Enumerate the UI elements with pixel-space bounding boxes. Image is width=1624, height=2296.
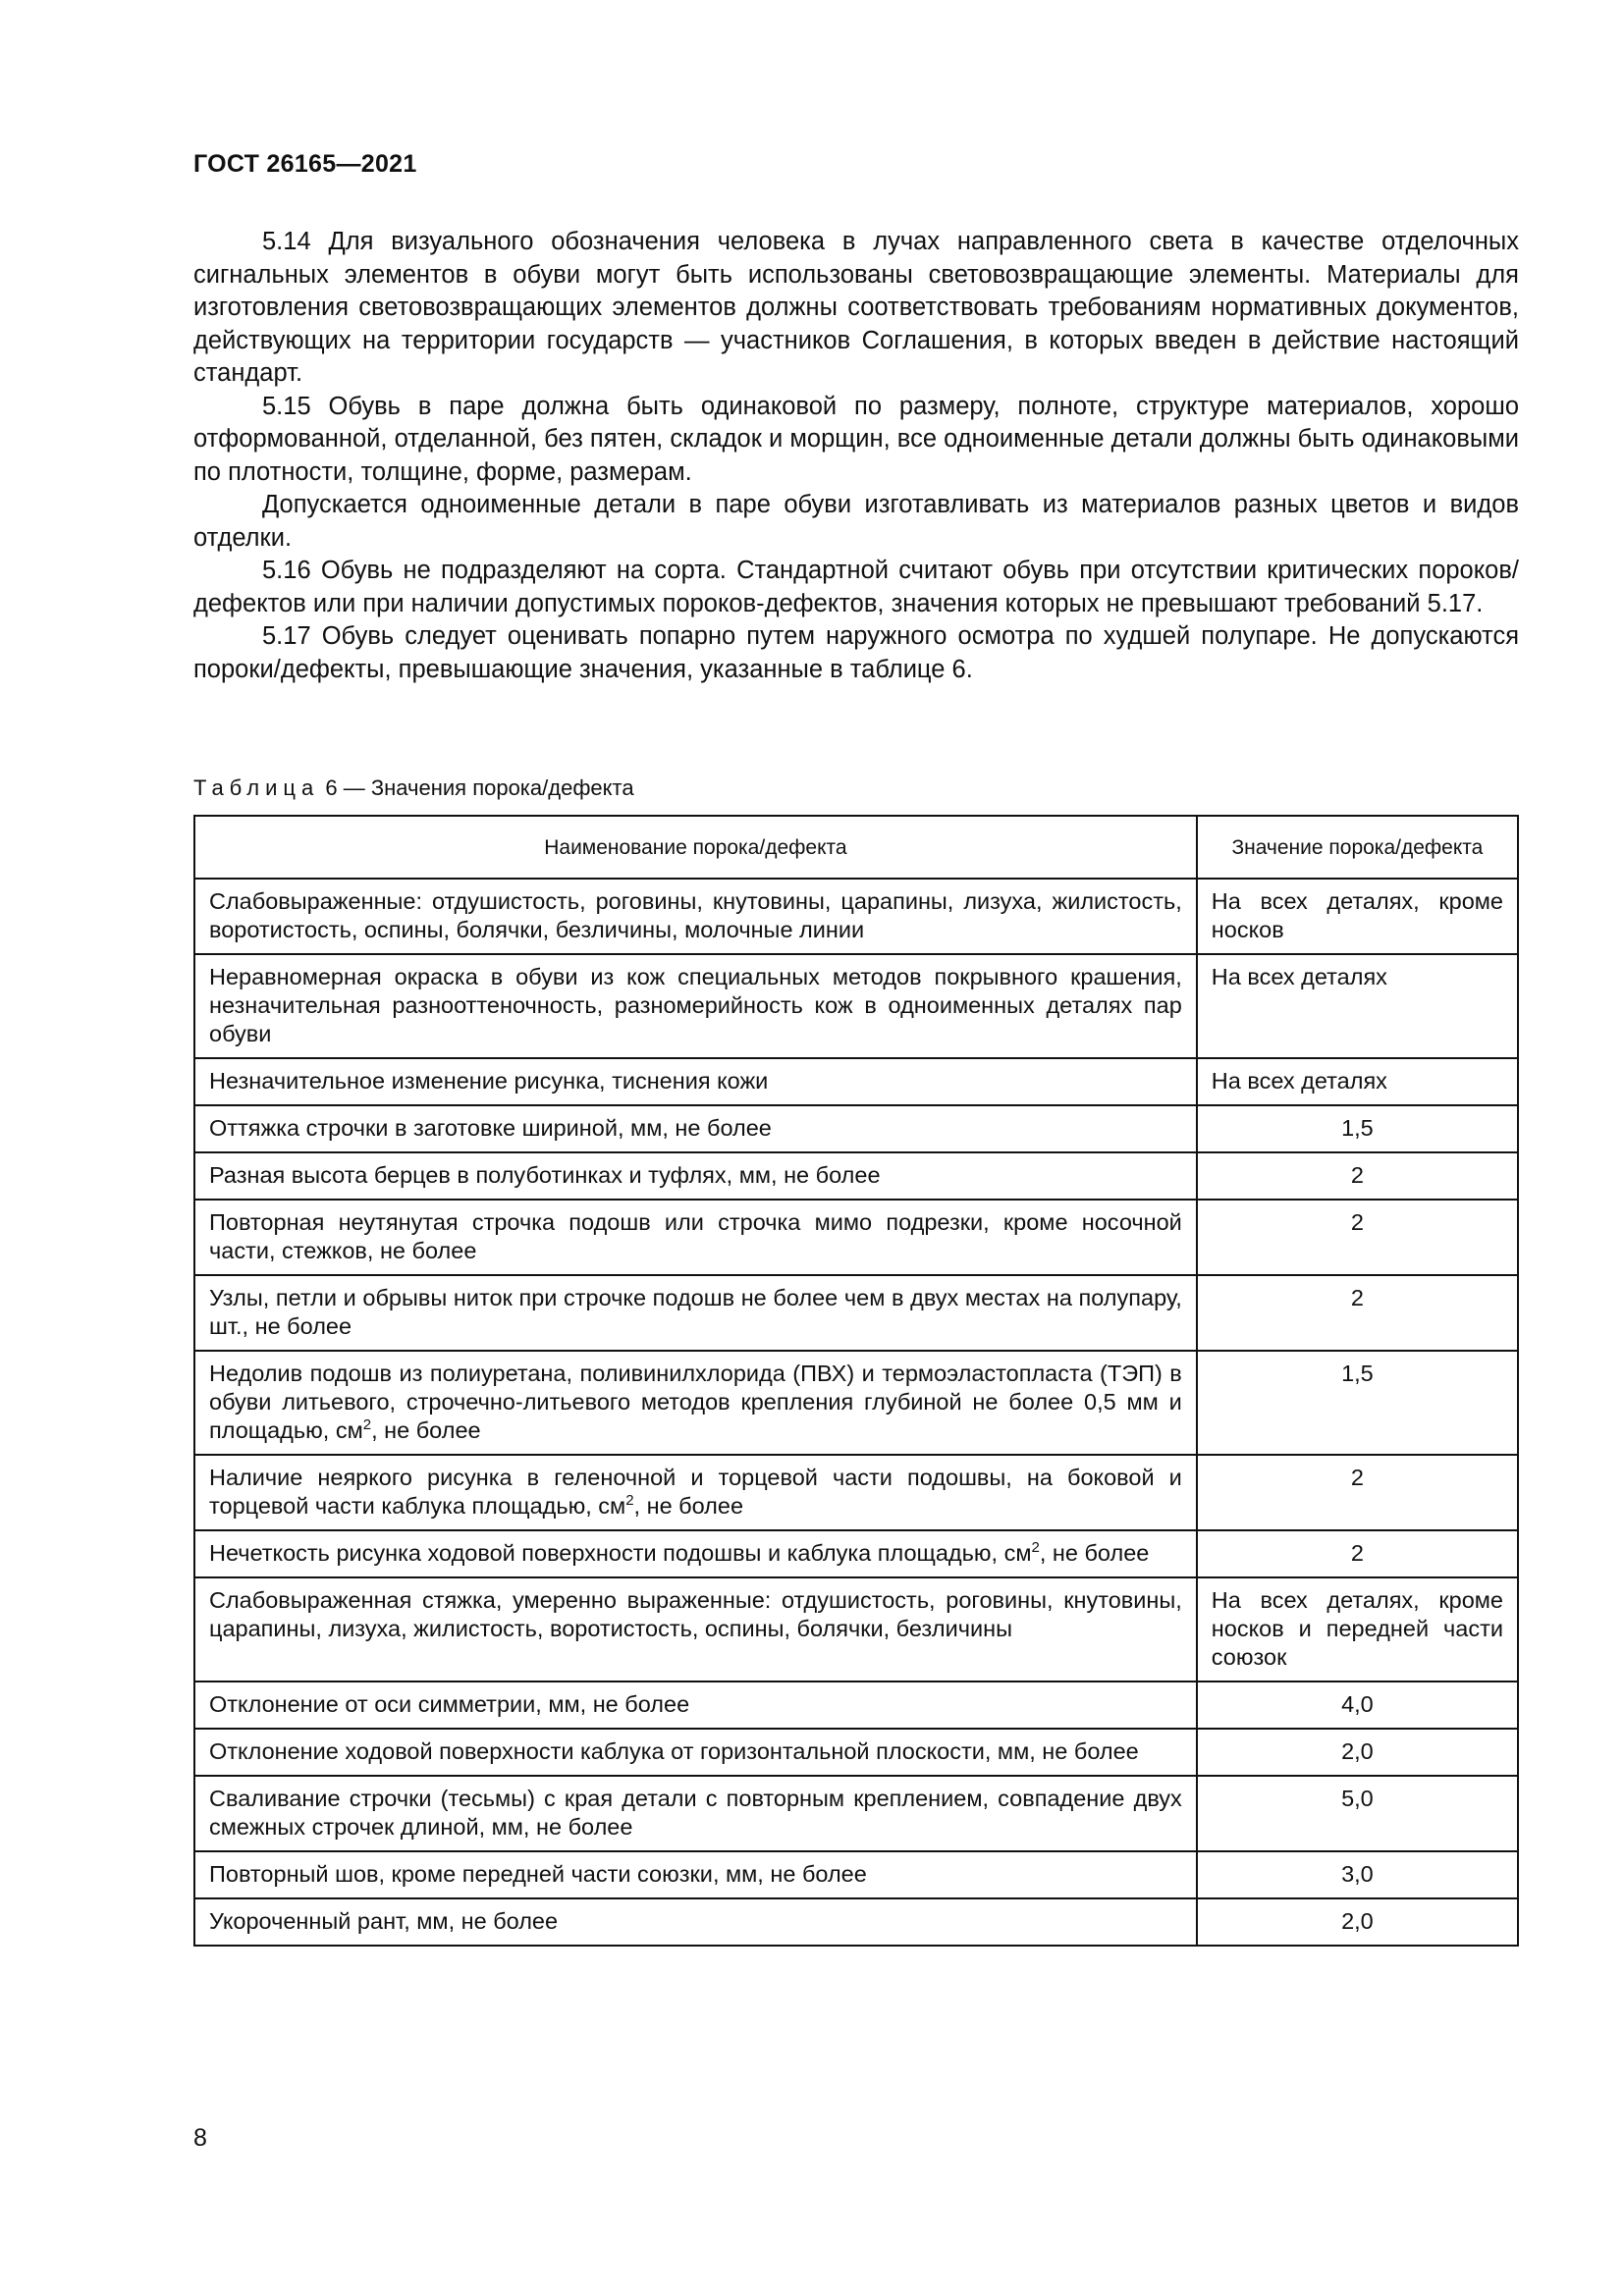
superscript: 2 [625, 1492, 634, 1510]
defect-value: 2 [1197, 1530, 1518, 1577]
defect-value: 2 [1197, 1275, 1518, 1351]
paragraph-5-14: 5.14 Для визуального обозначения человека в лучах направленного света в качестве отделочных сигнальных элементов в обуви могут быть использованы световозвращающие элементы. Материалы для изготовления световозвращающих элементов должны соответствовать требованиям нормативных документов, действующих на территории государств — участников Соглашения, в которых введен в действие настоящий стандарт. [193, 228, 1519, 387]
defect-name: Разная высота берцев в полуботинках и туфлях, мм, не более [194, 1152, 1197, 1200]
defect-name: Оттяжка строчки в заготовке шириной, мм, не более [194, 1105, 1197, 1152]
table-row [194, 1105, 1518, 1152]
defect-value: 3,0 [1197, 1851, 1518, 1898]
defect-value: На всех деталях [1197, 1058, 1518, 1105]
defect-value: 2 [1197, 1200, 1518, 1275]
defect-name-text: Нечеткость рисунка ходовой поверхности подошвы и каблука площадью, см [209, 1540, 1032, 1566]
defect-value: 1,5 [1197, 1105, 1518, 1152]
defect-name-text: Наличие неяркого рисунка в геленочной и торцевой части подошвы, на боковой и торцевой части каблука площадью, см [209, 1465, 1182, 1519]
defect-name [194, 1455, 1197, 1530]
defect-name [194, 1351, 1197, 1455]
defect-name: Слабовыраженные: отдушистость, роговины, кнутовины, царапины, лизуха, жилистость, воротистость, оспины, болячки, безличины, молочные линии [194, 879, 1197, 954]
superscript: 2 [362, 1416, 372, 1434]
defect-value: 1,5 [1197, 1351, 1518, 1455]
defect-name: Неравномерная окраска в обуви из кож специальных методов покрывного крашения, незначительная разнооттеночность, разномерийность кож в одноименных деталях пар обуви [194, 954, 1197, 1058]
defect-value: 2,0 [1197, 1898, 1518, 1946]
defect-value: 2 [1197, 1455, 1518, 1530]
body-text [193, 226, 1519, 686]
superscript: 2 [1031, 1539, 1040, 1557]
paragraph-5-15: 5.15 Обувь в паре должна быть одинаковой по размеру, полноте, структуре материалов, хорошо отформованной, отделанной, без пятен, складок и морщин, все одноименные детали должны быть одинаковыми по плотности, толщине, форме, размерам. [193, 392, 1519, 486]
table-row [194, 1200, 1518, 1275]
defect-name: Слабовыраженная стяжка, умеренно выраженные: отдушистость, роговины, кнутовины, царапины, лизуха, жилистость, воротистость, оспины, болячки, безличины [194, 1577, 1197, 1682]
table-row [194, 954, 1518, 1058]
document-code: ГОСТ 26165—2021 [193, 150, 417, 178]
table-caption [193, 775, 634, 801]
defect-value: На всех деталях, кроме носков [1197, 879, 1518, 954]
defect-value: 4,0 [1197, 1682, 1518, 1729]
table-row [194, 1152, 1518, 1200]
defect-value: 2 [1197, 1152, 1518, 1200]
defects-table [193, 815, 1519, 1947]
paragraph-5-15-note: Допускается одноименные детали в паре обуви изготавливать из материалов разных цветов и видов отделки. [193, 491, 1519, 552]
defect-name: Незначительное изменение рисунка, тиснения кожи [194, 1058, 1197, 1105]
table-row [194, 1275, 1518, 1351]
column-header-value: Значение порока/дефекта [1197, 816, 1518, 879]
table-row [194, 1729, 1518, 1776]
paragraph-5-16: 5.16 Обувь не подразделяют на сорта. Стандартной считают обувь при отсутствии критических пороков/дефектов или при наличии допустимых пороков-дефектов, значения которых не превышают требований 5.17. [193, 557, 1519, 617]
table-row [194, 1577, 1518, 1682]
defect-name-tail: , не более [1039, 1540, 1150, 1566]
table-row [194, 1351, 1518, 1455]
defect-name [194, 1530, 1197, 1577]
defect-name: Отклонение ходовой поверхности каблука от горизонтальной плоскости, мм, не более [194, 1729, 1197, 1776]
defect-name: Сваливание строчки (тесьмы) с края детали с повторным креплением, совпадение двух смежных строчек длиной, мм, не более [194, 1776, 1197, 1851]
defect-name-tail: , не более [371, 1417, 481, 1443]
column-header-name: Наименование порока/дефекта [194, 816, 1197, 879]
table-row [194, 1776, 1518, 1851]
defect-name: Повторная неутянутая строчка подошв или строчка мимо подрезки, кроме носочной части, стежков, не более [194, 1200, 1197, 1275]
table-header-row [194, 816, 1518, 879]
paragraph-5-17: 5.17 Обувь следует оценивать попарно путем наружного осмотра по худшей полупаре. Не допускаются пороки/дефекты, превышающие значения, указанные в таблице 6. [193, 622, 1519, 683]
table-row [194, 1851, 1518, 1898]
table-row [194, 1058, 1518, 1105]
defect-name: Узлы, петли и обрывы ниток при строчке подошв не более чем в двух местах на полупару, шт., не более [194, 1275, 1197, 1351]
defect-value: 5,0 [1197, 1776, 1518, 1851]
defect-name: Отклонение от оси симметрии, мм, не более [194, 1682, 1197, 1729]
defect-name-text: Недолив подошв из полиуретана, поливинилхлорида (ПВХ) и термоэластопласта (ТЭП) в обуви литьевого, строчечно-литьевого методов крепления глубиной не более 0,5 мм и площадью, см [209, 1361, 1182, 1443]
table-row [194, 1455, 1518, 1530]
defect-value: На всех деталях, кроме носков и передней части союзок [1197, 1577, 1518, 1682]
table-row [194, 1898, 1518, 1946]
table-row [194, 1530, 1518, 1577]
table-row [194, 879, 1518, 954]
table-caption-rest: 6 — Значения порока/дефекта [319, 775, 634, 800]
defect-name: Укороченный рант, мм, не более [194, 1898, 1197, 1946]
page-number: 8 [193, 2124, 207, 2152]
table-caption-word: Таблица [193, 775, 320, 800]
defect-name-tail: , не более [633, 1493, 744, 1519]
defect-name: Повторный шов, кроме передней части союзки, мм, не более [194, 1851, 1197, 1898]
table-row [194, 1682, 1518, 1729]
defect-value: На всех деталях [1197, 954, 1518, 1058]
defect-value: 2,0 [1197, 1729, 1518, 1776]
